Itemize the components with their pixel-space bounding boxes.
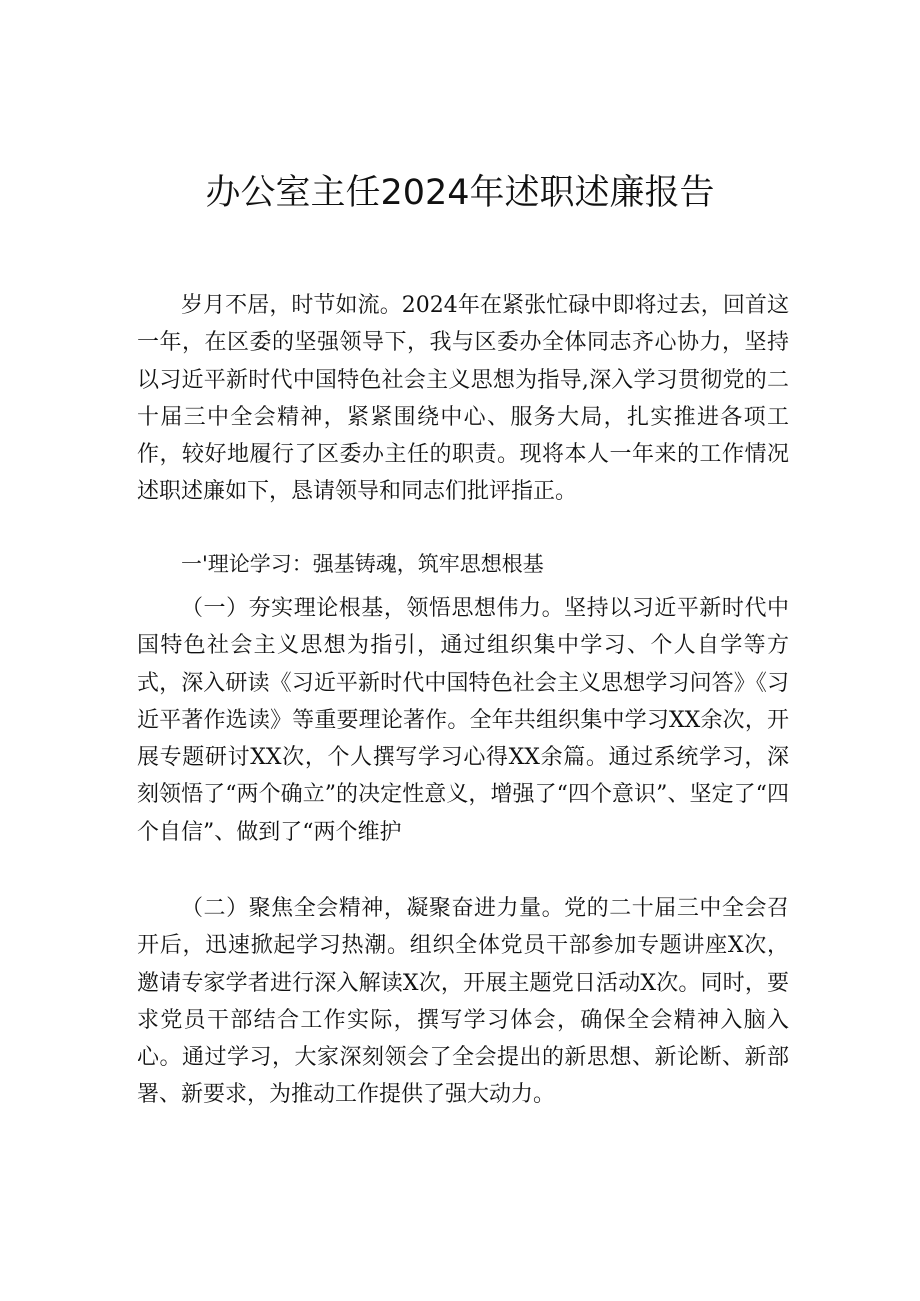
document-title: 办公室主任2024年述职述廉报告: [205, 173, 715, 213]
body-paragraph-2: （二）聚焦全会精神，凝聚奋进力量。党的二十届三中全会召开后，迅速掀起学习热潮。组织全体党员干部参加专题讲座X次，邀请专家学者进行深入解读X次，开展主题党日活动X次。同时，要求党员干部结合工作实际，撰写学习体会，确保全会精神入脑入心。通过学习，大家深刻领会了全会提出的新思想、新论断、新部署、新要求，为推动工作提供了强大动力。: [137, 896, 789, 1108]
section-heading: 一'理论学习：强基铸魂，筑牢思想根基: [181, 552, 544, 576]
intro-paragraph: 岁月不居，时节如流。2024年在紧张忙碌中即将过去，回首这一年，在区委的坚强领导下，我与区委办全体同志齐心协力，坚持以习近平新时代中国特色社会主义思想为指导,深入学习贯彻党的二十届三中全会精神，紧紧围绕中心、服务大局，扎实推进各项工作，较好地履行了区委办主任的职责。现将本人一年来的工作情况述职述廉如下，恳请领导和同志们批评指正。: [137, 293, 789, 505]
body-paragraph-1: （一）夯实理论根基，领悟思想伟力。坚持以习近平新时代中国特色社会主义思想为指引，通过组织集中学习、个人自学等方式，深入研读《习近平新时代中国特色社会主义思想学习问答》《习近平著作选读》等重要理论著作。全年共组织集中学习XX余次，开展专题研讨XX次，个人撰写学习心得XX余篇。通过系统学习，深刻领悟了“两个确立”的决定性意义，增强了“四个意识”、坚定了“四个自信”、做到了“两个维护: [137, 596, 789, 845]
